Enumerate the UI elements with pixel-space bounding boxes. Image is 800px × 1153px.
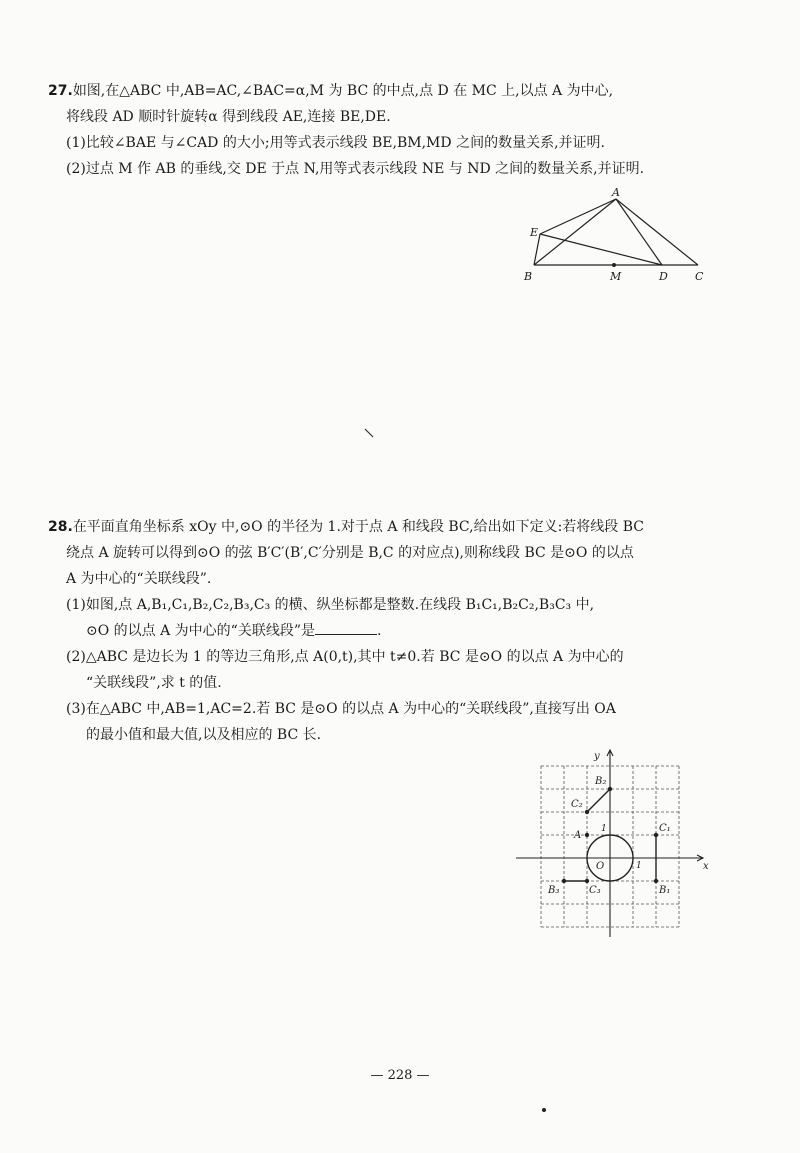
problem-28-number: 28. [48, 519, 73, 535]
line-ab [534, 199, 616, 265]
problem-28-part-3-line-1: (3)在△ABC 中,AB=1,AC=2.若 BC 是⊙O 的以点 A 为中心的“关联线段”,直接写出 OA [66, 701, 616, 717]
problem-27-stem-line-2: 将线段 AD 顺时针旋转α 得到线段 AE,连接 BE,DE. [66, 109, 391, 125]
label-x: x [703, 861, 709, 872]
problem-27-part-2: (2)过点 M 作 AB 的垂线,交 DE 于点 N,用等式表示线段 NE 与 ND 之间的数量关系,并证明. [66, 161, 645, 177]
label-c2: C₂ [571, 799, 583, 810]
problem-28-part-1-line-1: (1)如图,点 A,B₁,C₁,B₂,C₂,B₃,C₃ 的横、纵坐标都是整数.在线段 B₁C₁,B₂C₂,B₃C₃ 中, [66, 597, 595, 613]
label-m: M [610, 270, 622, 283]
label-c1: C₁ [659, 823, 671, 834]
label-e: E [530, 226, 539, 239]
label-o: O [596, 861, 605, 872]
label-a: A [574, 830, 582, 841]
problem-27-part-1: (1)比较∠BAE 与∠CAD 的大小;用等式表示线段 BE,BM,MD 之间的数量关系,并证明. [66, 135, 605, 151]
label-y: y [594, 751, 600, 762]
label-a: A [612, 186, 620, 199]
segment-b2c2 [587, 789, 610, 812]
problem-27-number: 27. [48, 83, 73, 99]
label-c3: C₃ [589, 885, 601, 896]
problem-28-part-1-period: . [376, 623, 382, 639]
point-b2 [608, 787, 612, 791]
problem-28-stem-line-1 [48, 514, 760, 540]
label-d: D [659, 270, 668, 283]
problem-28-part-2-line-2: “关联线段”,求 t 的值. [86, 675, 222, 691]
label-one-y: 1 [601, 824, 607, 834]
problem-28-part-1-text: ⊙O 的以点 A 为中心的“关联线段”是 [86, 623, 315, 639]
midpoint-m [612, 263, 616, 267]
label-b2: B₂ [595, 776, 607, 787]
answer-blank[interactable] [315, 620, 377, 635]
point-c1 [654, 833, 658, 837]
point-b3 [562, 879, 566, 883]
problem-28-text-1: 在平面直角坐标系 xOy 中,⊙O 的半径为 1.对于点 A 和线段 BC,给出如下定义:若将线段 BC [72, 519, 645, 535]
line-ae [540, 199, 616, 234]
stray-dot [541, 1107, 547, 1113]
problem-28-part-3-line-2: 的最小值和最大值,以及相应的 BC 长. [86, 727, 322, 743]
problem-27-text-1: 如图,在△ABC 中,AB=AC,∠BAC=α,M 为 BC 的中点,点 D 在 MC 上,以点 A 为中心, [72, 83, 614, 99]
point-a [585, 833, 589, 837]
problem-27 [48, 78, 760, 182]
line-ac [616, 199, 698, 265]
label-one-x: 1 [636, 861, 642, 871]
label-b3: B₃ [548, 885, 560, 896]
point-c3 [585, 879, 589, 883]
label-b: B [524, 270, 533, 283]
problem-28-coordinate-figure [510, 745, 715, 940]
page-number: — 228 — [370, 1068, 430, 1083]
point-c2 [585, 810, 589, 814]
label-b1: B₁ [659, 885, 671, 896]
label-c: C [695, 270, 704, 283]
problem-28 [48, 514, 760, 748]
stray-mark [363, 427, 375, 439]
problem-28-stem-line-3: A 为中心的“关联线段”. [66, 571, 212, 587]
point-b1 [654, 879, 658, 883]
problem-28-part-1-line-2 [48, 618, 760, 644]
problem-27-stem-line-1 [48, 78, 760, 104]
problem-28-stem-line-2: 绕点 A 旋转可以得到⊙O 的弦 B′C′(B′,C′分别是 B,C 的对应点),则称线段 BC 是⊙O 的以点 [66, 545, 634, 561]
problem-27-figure [518, 186, 718, 286]
problem-28-part-2-line-1: (2)△ABC 是边长为 1 的等边三角形,点 A(0,t),其中 t≠0.若 BC 是⊙O 的以点 A 为中心的 [66, 649, 624, 665]
